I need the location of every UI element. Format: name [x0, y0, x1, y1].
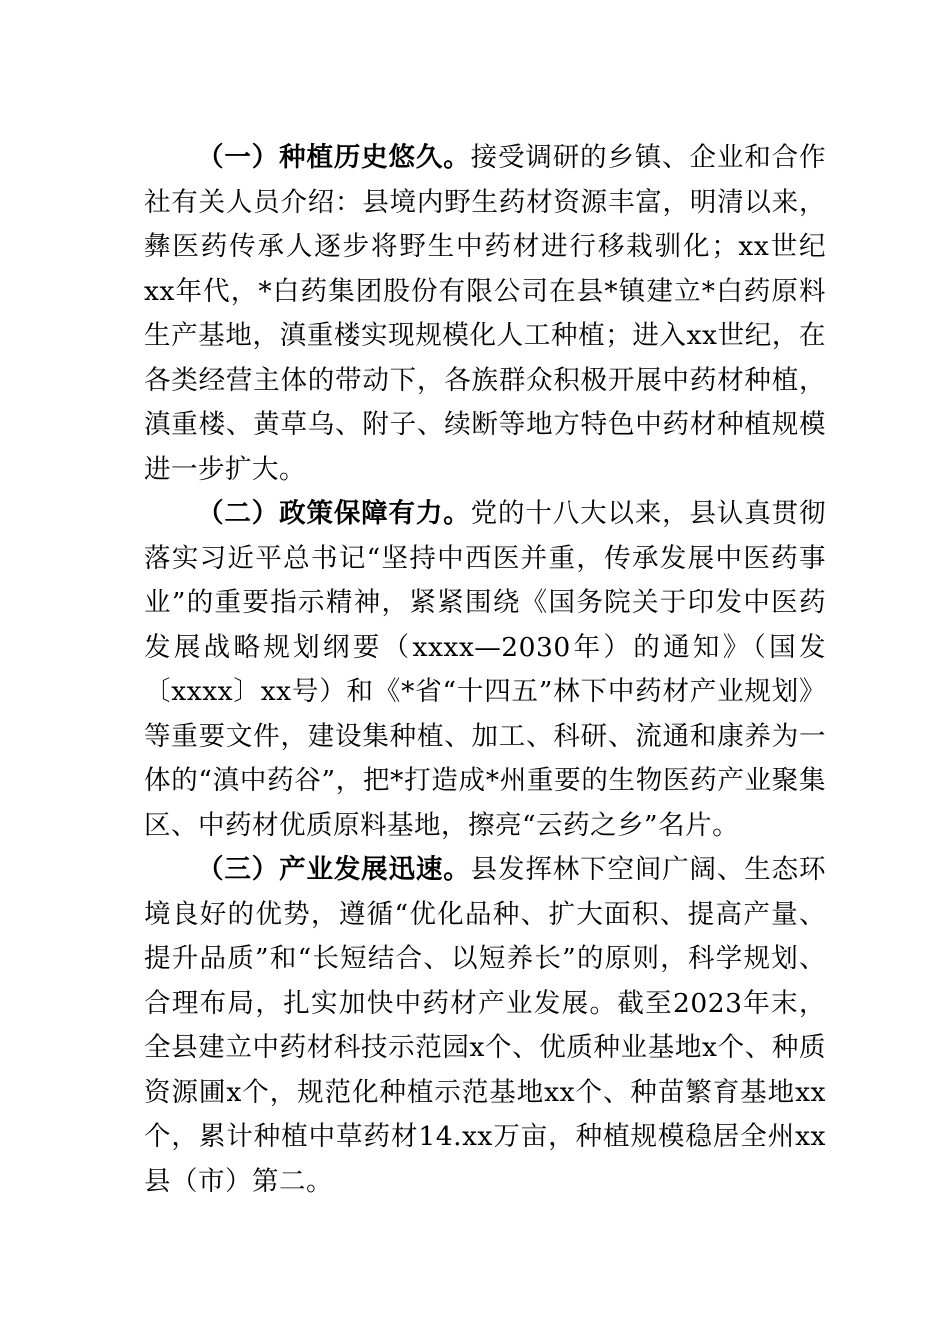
paragraph-body: 县发挥林下空间广阔、生态环境良好的优势，遵循“优化品种、扩大面积、提高产量、提升品质”和“长短结合、以短养长”的原则，科学规划、合理布局，扎实加快中药材产业发展。截至2023年末，全县建立中药材科技示范园x个、优质种业基地x个、种质资源圃x个，规范化种植示范基地xx个、种苗繁育基地xx个，累计种植中草药材14.xx万亩，种植规模稳居全州xx县（市）第二。: [144, 854, 827, 1197]
paragraph-body: 接受调研的乡镇、企业和合作社有关人员介绍：县境内野生药材资源丰富，明清以来，彝医药传承人逐步将野生中药材进行移栽驯化；xx世纪xx年代，*白药集团股份有限公司在县*镇建立*白药原料生产基地，滇重楼实现规模化人工种植；进入xx世纪，在各类经营主体的带动下，各族群众积极开展中药材种植，滇重楼、黄草乌、附子、续断等地方特色中药材种植规模进一步扩大。: [144, 142, 827, 485]
document-page: [144, 136, 826, 1204]
paragraph-policy-support: [144, 492, 826, 848]
paragraph-heading: （一）种植历史悠久。: [197, 142, 471, 173]
paragraph-heading: （二）政策保障有力。: [197, 498, 471, 529]
paragraph-industry-development: [144, 848, 826, 1204]
paragraph-planting-history: [144, 136, 826, 492]
paragraph-body: 党的十八大以来，县认真贯彻落实习近平总书记“坚持中西医并重，传承发展中医药事业”的重要指示精神，紧紧围绕《国务院关于印发中医药发展战略规划纲要（xxxx—2030年）的通知》（国发〔xxxx〕xx号）和《*省“十四五”林下中药材产业规划》等重要文件，建设集种植、加工、科研、流通和康养为一体的“滇中药谷”，把*打造成*州重要的生物医药产业聚集区、中药材优质原料基地，擦亮“云药之乡”名片。: [144, 498, 827, 841]
paragraph-heading: （三）产业发展迅速。: [197, 854, 471, 885]
